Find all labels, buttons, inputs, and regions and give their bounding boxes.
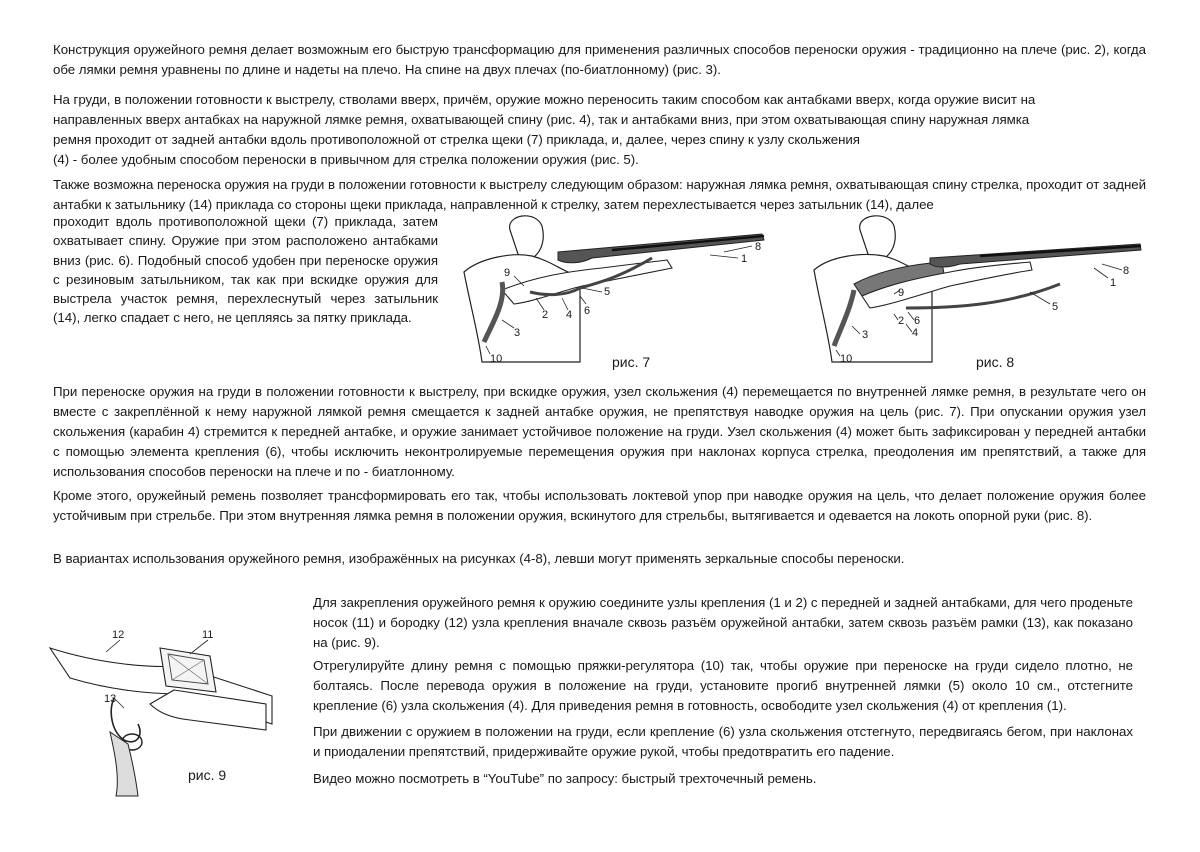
figure-7-label-10: 10 [490,353,503,365]
paragraph-elbow-rest: Кроме этого, оружейный ремень позволяет трансформировать его так, чтобы использовать локтевой упор при наводке оружия на цель, что делает положение оружия более устойчивым при стрельбе. При этом внутренняя лямка ремня в положении оружия, вскинутого для стрельбы, вытягивается и одевается на локоть опорной руки (рис. 8). [53,488,1146,523]
paragraph-chest-carry-line-4: (4) - более удобным способом переноски в привычном для стрелка положении оружия (рис. 5). [53,152,639,167]
paragraph-adjustment: Отрегулируйте длину ремня с помощью пряжки-регулятора (10) так, чтобы оружие при переноске на груди сидело плотно, не болтаясь. После перевода оружия в положение на груди, установите прогиб внутренней лямки (5) около 10 см., отстегните крепление (6) узла скольжения (4). Для приведения ремня в готовность, освободите узел скольжения (4) от крепления (1). [313,658,1133,713]
paragraph-chest-carry-line-3: ремня проходит от задней антабки вдоль противоположной от стрелка щеки (7) приклада, и, далее, через спину к узлу скольжения [53,132,860,147]
figure-7-label-2: 2 [542,309,549,321]
paragraph-movement: При движении с оружием в положении на груди, если крепление (6) узла скольжения отстегнуто, передвигаясь бегом, при наклонах и приодалении препятствий, придерживайте оружие рукой, чтобы предотвратить его падение. [313,724,1133,759]
figure-9-label-13: 13 [104,693,117,705]
figure-7-label-3: 3 [514,327,521,339]
paragraph-chest-carry-line-2: направленных вверх антабках на наружной лямке ремня, охватывающей спину (рис. 4), так и антабками вниз, при этом охватывающая спину наружная лямка [53,112,1030,127]
figure-8-label-2: 2 [898,315,905,327]
figure-9-caption: рис. 9 [188,767,227,783]
paragraph-chest-carry [53,90,1153,170]
figure-8-label-10: 10 [840,353,853,365]
figure-8-caption: рис. 8 [976,354,1015,370]
paragraph-video: Видео можно посмотреть в “YouTube” по запросу: быстрый трехточечный ремень. [313,771,817,786]
figure-8-label-1: 1 [1110,277,1117,289]
figure-7-label-5: 5 [604,286,611,298]
paragraph-left-handed: В вариантах использования оружейного ремня, изображённых на рисунках (4-8), левши могут применять зеркальные способы переноски. [53,551,905,566]
figure-7-label-4: 4 [566,309,573,321]
figure-9-label-12: 12 [112,629,125,641]
figure-8-illustration [810,212,1150,372]
figure-7-label-1: 1 [741,253,748,265]
paragraph-chest-carry-line-1: На груди, в положении готовности к выстрелу, стволами вверх, причём, оружие можно переносить таким способом как антабками вверх, когда оружие висит на [53,92,1036,107]
figure-7-caption: рис. 7 [612,354,651,370]
figure-7-label-8: 8 [755,241,762,253]
figure-8-label-4: 4 [912,327,919,339]
paragraph-intro: Конструкция оружейного ремня делает возможным его быструю трансформацию для применения различных способов переноски оружия - традиционно на плече (рис. 2), когда обе лямки ремня уравнены по длине и надеты на плечо. На спине на двух плечах (по-биатлонному) (рис. 3). [53,42,1146,77]
figure-9-illustration [40,620,310,800]
paragraph-attachment: Для закрепления оружейного ремня к оружию соедините узлы крепления (1 и 2) с передней и задней антабками, для чего проденьте носок (11) и бородку (12) узла крепления вначале сквозь разъём оружейной антабки, затем сквозь разъём рамки (13), как показано на (рис. 9). [313,595,1133,650]
figure-7-illustration [462,212,782,372]
figure-8-label-9: 9 [898,287,905,299]
figure-8-label-8: 8 [1123,265,1130,277]
paragraph-sling-movement: При переноске оружия на груди в положении готовности к выстрелу, при вскидке оружия, узел скольжения (4) перемещается по внутренней лямке ремня, в результате чего он вместе с закреплённой к нему наружной лямкой ремня смещается к задней антабке оружия, не препятствуя наводке оружия на цель (рис. 7). При опускании оружия узел скольжения (карабин 4) стремится к передней антабке, и оружие занимает устойчивое положение на груди. Узел скольжения (4) может быть зафиксирован у передней антабки с помощью элемента крепления (6), чтобы исключить неконтролируемые перемещения оружия при наклонах корпуса стрелка, преодоления им препятствий, а также для использования способов переноски на плече и по - биатлонному. [53,384,1146,479]
figure-8-label-3: 3 [862,329,869,341]
figure-8-label-6: 6 [914,315,921,327]
figure-8-label-5: 5 [1052,301,1059,313]
figure-7-label-9: 9 [504,267,511,279]
figure-9-label-11: 11 [202,629,214,641]
figure-7-label-6: 6 [584,305,591,317]
paragraph-buttplate-carry-continued: проходит вдоль противоположной щеки (7) приклада, затем охватывает спину. Оружие при этом расположено антабками вниз (рис. 6). Подобный способ удобен при переноске оружия с резиновым затыльником, так как при вскидке оружия для выстрела участок ремня, перехлеснутый через затыльник (14), легко спадает с него, не цепляясь за пятку приклада. [53,214,438,326]
paragraph-buttplate-carry: Также возможна переноска оружия на груди в положении готовности к выстрелу следующим образом: наружная лямка ремня, охватывающая спину стрелка, проходит от задней антабки к затыльнику (14) приклада со стороны щеки приклада, направленной к стрелку, затем перехлестывается через затыльник (14), далее [53,177,1146,212]
